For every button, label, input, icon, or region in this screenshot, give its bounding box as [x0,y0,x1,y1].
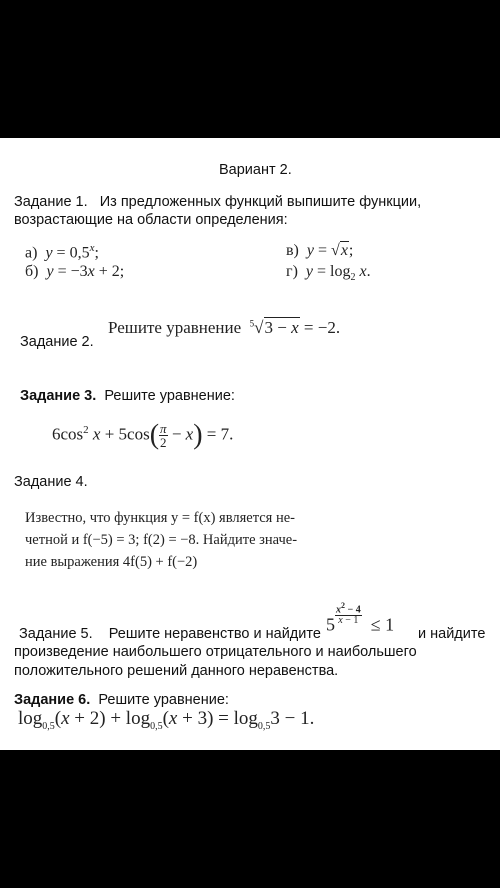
task6-label: Задание 6. [14,692,91,708]
task5-inequality: 5 $\frac{x^2 - 4}{x - 1}$ ≤ 1 [326,601,395,635]
task6-prompt: Решите уравнение: [98,692,229,708]
task2-prompt: Решите уравнение [108,318,242,337]
task3-prompt: Решите уравнение: [104,388,235,404]
option-g-letter: г) [286,263,298,280]
worksheet [0,138,500,750]
task3-line [20,388,235,404]
task1-text-line1: Из предложенных функций выпишите функции, [99,194,422,210]
task6-line [14,692,229,708]
task4-line2: четной и f(−5) = 3; f(2) = −8. Найдите значе- [25,532,298,548]
task5-line2: произведение наибольшего отрицательного и наибольшего [14,644,417,660]
task2-label: Задание 2. [20,334,94,350]
task1-text-line2: возрастающие на области определения: [14,212,288,228]
task4-label: Задание 4. [14,474,88,490]
task5-line3: положительного решений данного неравенства. [14,663,339,679]
task1-option-b: б) y = −3x + 2; [25,263,125,280]
task6-equation: $\log_{0,5}(x + 2) + \log_{0,5}(x + 3) = \log_{0,5}3 - 1$. [18,708,315,732]
task3-equation: $6\cos^2$ x + 5cos( $\frac{\pi}{2}$ − x) = 7. [52,419,234,451]
option-a-letter: а) [25,244,38,262]
task5-line1 [19,626,321,642]
task3-label: Задание 3. [20,388,97,404]
task5-label: Задание 5. [19,626,93,642]
task1-option-v: в) y = √x; [286,242,354,259]
option-b-letter: б) [25,263,39,280]
variant-title: Вариант 2. [219,162,292,178]
task1-label: Задание 1. [14,194,88,210]
task4-line3: ние выражения 4f(5) + f(−2) [25,554,198,570]
task1-option-a: а) $y = 0,5^x$; [25,242,99,262]
task4-line1: Известно, что функция y = f(x) является не- [25,510,295,526]
task1-line1 [14,194,421,210]
task5-prompt: Решите неравенство и найдите [108,626,321,642]
option-v-letter: в) [286,242,299,259]
task5-tail: и найдите [418,626,486,642]
task1-option-g: г) $y = \log_2 x$. [286,263,371,284]
task2-equation: Решите уравнение $^5$√3 − x = −2. [108,318,341,337]
